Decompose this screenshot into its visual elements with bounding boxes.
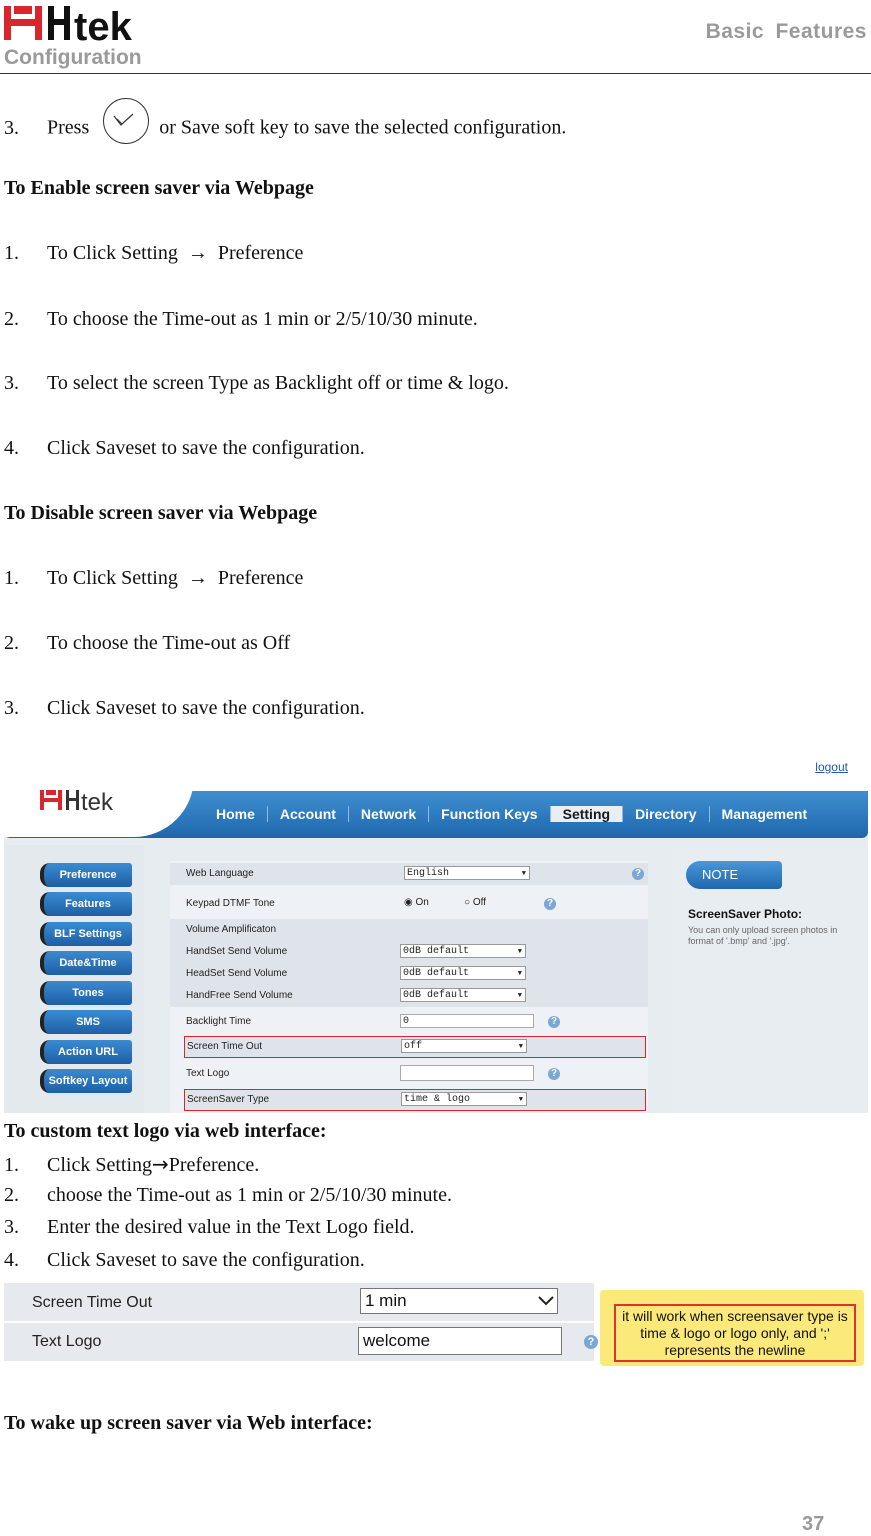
step-text: Click Saveset to save the configuration. (47, 1249, 365, 1271)
field-label: ScreenSaver Type (187, 1094, 270, 1105)
radio-label: Off (472, 897, 486, 908)
step-text: Enter the desired value in the Text Logo field. (47, 1216, 415, 1238)
logout-link[interactable]: logout (815, 760, 848, 774)
section-heading: To custom text logo via web interface: (4, 1120, 327, 1142)
step-text: To choose the Time-out as Off (47, 632, 291, 654)
row-volume-amp (170, 919, 648, 941)
sidebar-item-softkey-layout[interactable]: Softkey Layout (40, 1069, 132, 1093)
section-heading: To Enable screen saver via Webpage (4, 177, 314, 199)
step-number: 2. (4, 632, 19, 654)
ok-checkmark-icon (103, 98, 149, 144)
htek-logo (4, 2, 194, 44)
sidebar-item-features[interactable]: Features (40, 892, 132, 916)
field-label: HandSet Send Volume (186, 946, 288, 957)
sidebar-item-date-time[interactable]: Date&Time (40, 951, 132, 975)
step-text: Click Saveset to save the configuration. (47, 437, 365, 459)
field-label: Volume Amplificaton (186, 924, 277, 935)
step-text: To Click Setting (47, 242, 178, 264)
field-label: Text Logo (186, 1068, 230, 1079)
step-number: 1. (4, 567, 19, 589)
menu-network[interactable]: Network (348, 806, 428, 822)
menu-account[interactable]: Account (267, 806, 348, 822)
row-screen-time-out (184, 1036, 646, 1058)
step-number: 3. (4, 1216, 19, 1238)
field-label: HeadSet Send Volume (186, 968, 288, 979)
menu-function-keys[interactable]: Function Keys (428, 806, 549, 822)
field-label: Screen Time Out (187, 1041, 263, 1052)
header-section: Configuration (4, 46, 142, 69)
help-icon[interactable]: ? (632, 868, 644, 880)
step-number: 4. (4, 1249, 19, 1271)
field-label: Text Logo (32, 1333, 102, 1350)
row-screensaver-type (184, 1089, 646, 1111)
arrow-icon: → (152, 1152, 169, 1176)
row-text-logo (170, 1063, 648, 1085)
help-icon[interactable]: ? (584, 1335, 598, 1349)
list-item (4, 437, 365, 460)
list-item (4, 1184, 452, 1207)
step-number: 2. (4, 1184, 19, 1206)
backlight-time-input[interactable]: 0 (400, 1014, 534, 1028)
step-number: 2. (4, 308, 19, 330)
menu-home[interactable]: Home (216, 806, 255, 822)
tooltip-text: it will work when screensaver type is time & logo or logo only, and ';' represents the newline (614, 1304, 856, 1362)
note-title: ScreenSaver Photo: (688, 907, 803, 921)
preference-form (170, 861, 648, 1113)
row-backlight-time (170, 1011, 648, 1033)
step-number: 1. (4, 1154, 19, 1176)
sidebar-item-sms[interactable]: SMS (40, 1010, 132, 1034)
list-item (4, 1216, 415, 1239)
radio-label: On (415, 897, 429, 908)
field-label: Screen Time Out (32, 1294, 153, 1311)
row-screen-time-out (4, 1283, 594, 1321)
note-button: NOTE (686, 861, 782, 889)
menu-directory[interactable]: Directory (622, 806, 708, 822)
step-text: To choose the Time-out as 1 min or 2/5/10/30 minute. (47, 308, 478, 330)
screen-time-out-select[interactable]: 1 min (360, 1288, 558, 1314)
row-web-language (170, 863, 648, 885)
step-text: Click Saveset to save the configuration. (47, 697, 365, 719)
step-text: Preference. (168, 1154, 260, 1176)
section-heading: To wake up screen saver via Web interface: (4, 1412, 373, 1434)
row-keypad-dtmf (170, 893, 648, 915)
step-number: 3. (4, 116, 19, 139)
handset-volume-select[interactable]: 0dB default ▼ (400, 944, 526, 958)
text-logo-input[interactable] (400, 1065, 534, 1081)
field-label: Backlight Time (186, 1016, 252, 1027)
list-item (4, 242, 303, 265)
dtmf-on-radio[interactable]: ◉ On (404, 897, 429, 908)
step-text: Preference (217, 567, 304, 589)
web-ui-htek-logo (40, 787, 150, 813)
step-number: 3. (4, 372, 19, 394)
row-headset-volume (170, 963, 648, 985)
field-label: Web Language (186, 868, 254, 879)
web-ui-menu (204, 806, 819, 822)
field-label: Keypad DTMF Tone (186, 898, 275, 909)
step-number: 1. (4, 242, 19, 264)
web-language-select[interactable]: English ▼ (404, 866, 530, 880)
arrow-icon: → (187, 242, 208, 264)
list-item (4, 308, 478, 331)
dtmf-off-radio[interactable]: ○ Off (464, 897, 486, 908)
page-number: 37 (802, 1513, 825, 1535)
web-ui-screenshot (4, 757, 868, 1113)
screen-time-out-select[interactable]: off ▼ (401, 1039, 527, 1053)
tooltip (600, 1290, 864, 1366)
list-item (4, 1152, 259, 1177)
menu-management[interactable]: Management (709, 806, 820, 822)
sidebar-item-tones[interactable]: Tones (40, 981, 132, 1005)
row-handfree-volume (170, 985, 648, 1007)
list-item (4, 697, 365, 720)
step-text: choose the Time-out as 1 min or 2/5/10/30 minute. (47, 1184, 452, 1206)
step-text: or Save soft key to save the selected configuration. (159, 116, 567, 139)
handfree-volume-select[interactable]: 0dB default ▼ (400, 988, 526, 1002)
svg-text:tek: tek (81, 789, 114, 813)
svg-text:tek: tek (74, 5, 132, 44)
header-divider (0, 73, 871, 74)
arrow-icon: → (187, 567, 208, 589)
help-icon[interactable]: ? (548, 1068, 560, 1080)
headset-volume-select[interactable]: 0dB default ▼ (400, 966, 526, 980)
help-icon[interactable]: ? (548, 1016, 560, 1028)
chevron-down-icon (538, 1296, 554, 1306)
note-text: You can only upload screen photos in format of '.bmp' and '.jpg'. (688, 925, 838, 946)
step-number: 4. (4, 437, 19, 459)
intro-step (4, 106, 566, 152)
menu-setting[interactable]: Setting (550, 806, 622, 822)
sidebar-item-blf-settings[interactable]: BLF Settings (40, 922, 132, 946)
step-text: To select the screen Type as Backlight off or time & logo. (47, 372, 509, 394)
note-panel (672, 849, 868, 1113)
header-category: Basic Features (705, 20, 867, 43)
list-item (4, 372, 509, 395)
step-text: Click Setting (47, 1154, 152, 1176)
row-handset-volume (170, 941, 648, 963)
sidebar-item-preference[interactable]: Preference (40, 863, 132, 887)
field-label: HandFree Send Volume (186, 990, 293, 1001)
list-item (4, 567, 303, 590)
text-logo-input[interactable]: welcome (358, 1327, 562, 1355)
sidebar-item-action-url[interactable]: Action URL (40, 1040, 132, 1064)
screensaver-type-select[interactable]: time & logo ▼ (401, 1092, 527, 1106)
text-logo-screenshot (4, 1281, 868, 1369)
list-item (4, 632, 290, 655)
help-icon[interactable]: ? (544, 898, 556, 910)
list-item (4, 1249, 365, 1272)
step-text: Preference (217, 242, 304, 264)
row-text-logo (4, 1323, 594, 1361)
step-text: Press (47, 116, 90, 139)
step-text: To Click Setting (47, 567, 178, 589)
section-heading: To Disable screen saver via Webpage (4, 502, 318, 524)
step-number: 3. (4, 697, 19, 719)
